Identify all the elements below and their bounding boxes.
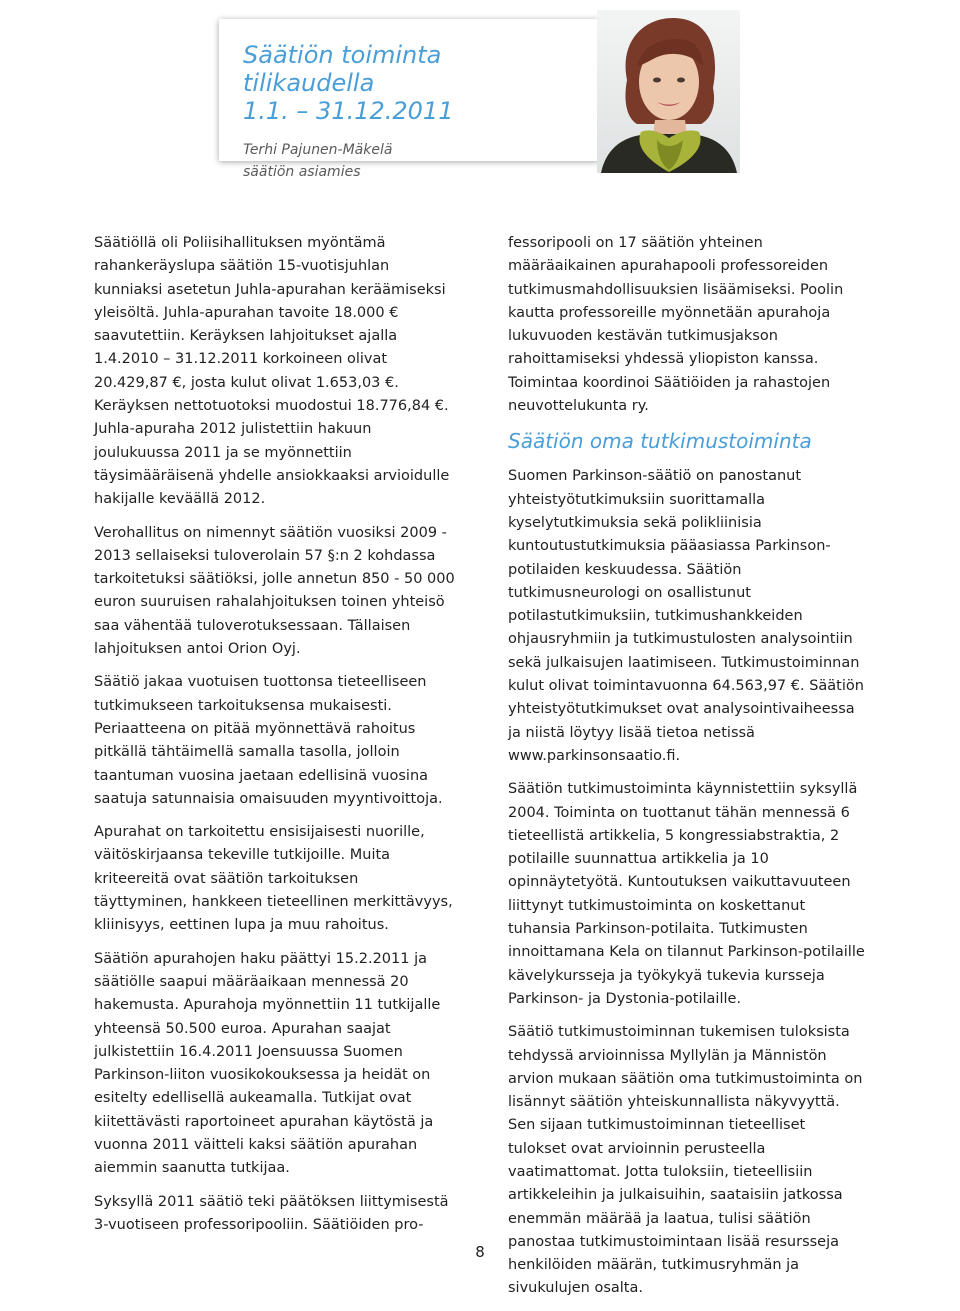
paragraph: Suomen Parkinson-säätiö on panostanut yhteistyötutkimuksiin suorittamalla kyselytutkimuksia sekä polikliinisia kuntoutustutkimuksia pääasiassa Parkinson-potilaiden keskuudessa. Säätiön tutkimusneurologi on osallistunut potilastutkimuksiin, tutkimushankkeiden ohjausryhmiin ja tutkimustulosten analysointiin sekä julkaisujen laatimiseen. Tutkimustoiminnan kulut olivat toimintavuonna 64.563,97 €. Säätiön yhteistyötutkimukset ovat analysointivaiheessa ja niistä löytyy lisää tietoa netissä www.parkinsonsaatio.fi. <box>508 468 864 764</box>
paragraph: Säätiöllä oli Poliisihallituksen myöntämä rahankeräyslupa säätiön 15-vuotisjuhlan kunniaksi asetetun Juhla-apurahan keräämiseksi yleisöltä. Juhla-apurahan tavoite 18.000 € saavutettiin. Keräyksen lahjoitukset ajalla 1.4.2010 – 31.12.2011 korkoineen olivat 20.429,87 €, josta kulut olivat 1.653,03 €. Keräyksen nettotuotoksi muodostui 18.776,84 €. Juhla-apuraha 2012 julistettiin hakuun joulukuussa 2011 ja se myönnettiin täysimääräisenä yhdelle ansiokkaaksi arvioidulle hakijalle keväällä 2012. <box>94 235 450 508</box>
paragraph: Säätiön tutkimustoiminta käynnistettiin syksyllä 2004. Toiminta on tuottanut tähän mennessä 6 tieteellistä artikkelia, 5 kongressiabstraktia, 2 potilaille suunnattua artikkelia ja 10 opinnäytetyötä. Kuntoutuksen vaikuttavuuteen liittynyt tutkimustoiminta on koskettanut tuhansia Parkinson-potilaita. Tutkimusten innoittamana Kela on tilannut Parkinson-potilaille kävelykursseja ja työkykyä tukevia kursseja Parkinson- ja Dystonia-potilaille. <box>508 781 865 1007</box>
paragraph: Verohallitus on nimennyt säätiön vuosiksi 2009 - 2013 sellaiseksi tuloverolain 57 §:n 2 kohdassa tarkoitetuksi säätiöksi, jolle annetun 850 - 50 000 euron suuruisen rahalahjoituksen toinen yhteisö saa vähentää tuloverotuksessaan. Tällaisen lahjoituksen antoi Orion Oyj. <box>94 524 455 658</box>
portrait-image <box>597 10 740 173</box>
left-column <box>94 232 456 1247</box>
author-portrait <box>597 10 740 173</box>
paragraph: Syksyllä 2011 säätiö teki päätöksen liittymisestä 3-vuotiseen professoripooliin. Säätiöiden pro- <box>94 1193 449 1233</box>
page-title <box>243 41 575 125</box>
section-heading: Säätiön oma tutkimustoiminta <box>508 429 812 454</box>
title-line-2: 1.1. – 31.12.2011 <box>243 97 454 125</box>
paragraph: Apurahat on tarkoitettu ensisijaisesti nuorille, väitöskirjaansa tekeville tutkijoille. Muita kriteereitä ovat säätiön tarkoituksen täyttyminen, hankkeen tieteellinen merkittävyys, kliinisyys, eettinen lupa ja muu rahoitus. <box>94 824 453 934</box>
right-column <box>508 232 868 1311</box>
author-name: Terhi Pajunen-Mäkelä <box>243 142 393 158</box>
paragraph: Säätiön apurahojen haku päättyi 15.2.2011 ja säätiölle saapui määräaikaan mennessä 20 hakemusta. Apurahoja myönnettiin 11 tutkijalle yhteensä 50.500 euroa. Apurahan saajat julkistettiin 16.4.2011 Joensuussa Suomen Parkinson-liiton vuosikokouksessa ja heidät on esitelty edellisellä aukeamalla. Tutkijat ovat kiitettävästi raportoineet apurahan käytöstä ja vuonna 2011 väitteli kaksi säätiön apurahan aiemmin saanutta tutkijaa. <box>94 950 441 1177</box>
author-role: säätiön asiamies <box>243 164 361 180</box>
title-line-1: Säätiön toiminta tilikaudella <box>243 41 442 97</box>
page-number: 8 <box>475 1243 485 1261</box>
paragraph: Säätiö jakaa vuotuisen tuottonsa tieteelliseen tutkimukseen tarkoituksensa mukaisesti. Periaatteena on pitää myönnettävä rahoitus pitkällä tähtäimellä samalla tasolla, jolloin taantuman vuosina jaetaan edellisinä vuosina saatuja satunnaisia omaisuuden myyntivoittoja. <box>94 674 443 807</box>
paragraph: fessoripooli on 17 säätiön yhteinen määräaikainen apurahapooli professoreiden tutkimusmahdollisuuksien lisäämiseksi. Poolin kautta professoreille myönnetään apurahoja lukuvuoden kestävän tutkimusjakson rahoittamiseksi yhdessä yliopiston kanssa. Toimintaa koordinoi Säätiöiden ja rahastojen neuvottelukunta ry. <box>508 235 844 415</box>
header-box <box>219 19 599 180</box>
paragraph: Säätiö tutkimustoiminnan tukemisen tuloksista tehdyssä arvioinnissa Myllylän ja Männistön arvion mukaan säätiön oma tutkimustoiminta on lisännyt säätiön yhteiskunnallista näkyvyyttä. Sen sijaan tutkimustoiminnan tieteelliset tulokset ovat arvioinnin perusteella vaatimattomat. Jotta tuloksiin, tieteellisiin artikkeleihin ja julkaisuihin, saataisiin jatkossa enemmän määrää ja laatua, tulisi säätiön panostaa tutkimustoimintaan lisää resursseja henkilöiden määrän, tutkimusryhmän ja sivukulujen osalta. <box>508 1024 863 1297</box>
